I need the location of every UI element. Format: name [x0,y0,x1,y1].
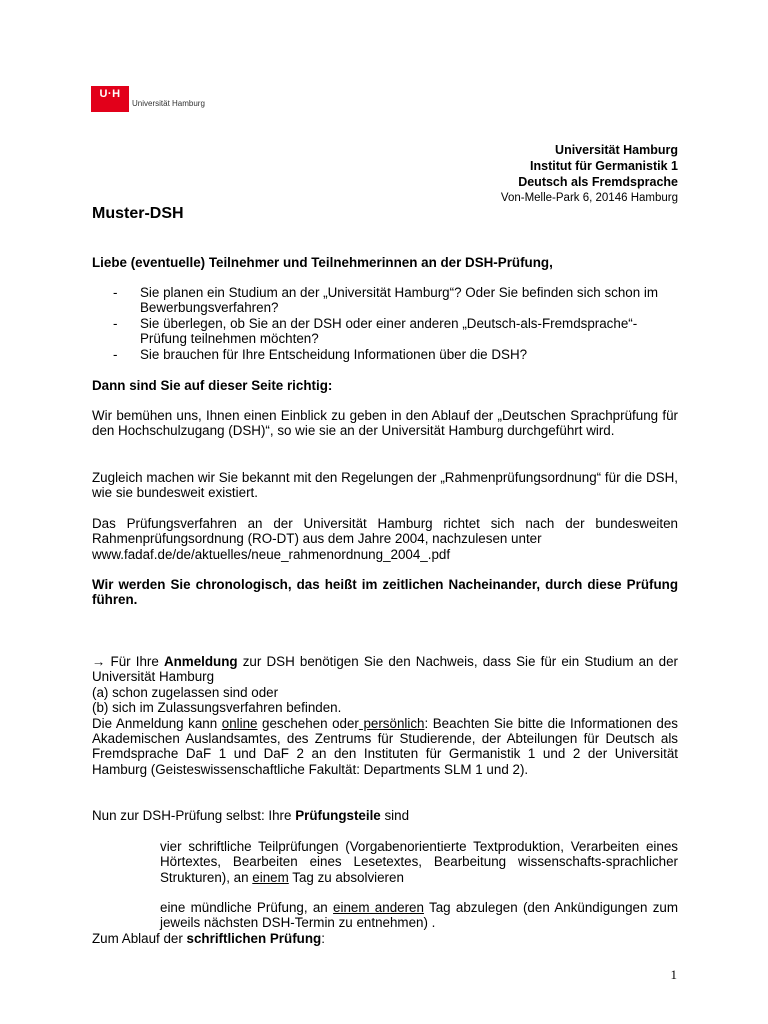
greeting: Liebe (eventuelle) Teilnehmer und Teilnehmerinnen an der DSH-Prüfung, [92,255,553,270]
subheading: Dann sind Sie auf dieser Seite richtig: [92,378,333,393]
paragraph-chronologisch: Wir werden Sie chronologisch, das heißt im zeitlichen Nacheinander, durch diese Prüfung führen. [92,577,678,608]
paragraph-schriftlich [160,839,678,885]
bullet-item [113,316,678,347]
anmeldung-info-text: : Beachten Sie bitte die Informationen des Akademischen Auslandsamtes, des Zentrums für Studierende, der Abteilungen für Deutsch als Fremdsprache DaF 1 und DaF 2 an den Instituten für Germanistik 1 und 2 der Universität Hamburg (Geisteswissenschaftliche Fakultät: Departments SLM 1 und 2). [92,715,679,777]
logo-mark-text: U·H [99,88,121,100]
header-line-1: Universität Hamburg [555,143,678,157]
paragraph-ablauf [92,931,678,946]
bullet-dash: - [113,347,118,362]
persoenlich-link[interactable]: persönlich [358,715,425,731]
paragraph-rahmen: Zugleich machen wir Sie bekannt mit den Regelungen der „Rahmenprüfungsordnung“ für die DSH, wie sie bundesweit existiert. [92,470,678,501]
muendlich-underline: einem anderen [333,900,424,915]
bullet-text: Sie brauchen für Ihre Entscheidung Informationen über die DSH? [140,347,528,362]
online-link[interactable]: online [221,715,258,731]
schriftlich-text-post: Tag zu absolvieren [288,869,404,885]
anmeldung-info-text: geschehen oder [257,715,359,731]
muendlich-text-post: Tag abzulegen (den Ankündigungen zum jeweils nächsten DSH-Termin zu entnehmen) . [160,900,678,931]
anmeldung-bold: Anmeldung [163,654,238,669]
schriftlich-text-pre: vier schriftliche Teilprüfungen (Vorgabenorientierte Textproduktion, Verarbeiten eines Hörtextes, Bearbeiten eines Lesetextes, Bearbeitung wissenschafts-sprachlicher Strukturen), an [160,839,678,885]
anmeldung-text-pre: Für Ihre [105,654,164,669]
anmeldung-text-post: zur DSH benötigen Sie den Nachweis, dass Sie für ein Studium an der Universität Hamburg [92,654,678,685]
teile-text-post: sind [380,808,410,823]
anmeldung-option-a: (a) schon zugelassen sind oder [92,684,279,700]
ablauf-bold: schriftlichen Prüfung [186,931,322,946]
header-line-2: Institut für Germanistik 1 [530,159,678,173]
teile-text-pre: Nun zur DSH-Prüfung selbst: Ihre [92,808,296,823]
bullet-dash: - [113,285,118,300]
anmeldung-info-text: Die Anmeldung kann [92,715,222,731]
paragraph-pruefungsteile [92,808,678,823]
anmeldung-option-b: (b) sich im Zulassungsverfahren befinden. [92,700,342,716]
paragraph-intro: Wir bemühen uns, Ihnen einen Einblick zu geben in den Ablauf der „Deutschen Sprachprüfung für den Hochschulzugang (DSH)“, so wie sie an der Universität Hamburg durchgeführt wird. [92,408,678,439]
header-line-3: Deutsch als Fremdsprache [518,175,678,189]
page-number: 1 [670,967,677,982]
header-address: Von-Melle-Park 6, 20146 Hamburg [500,192,678,204]
ablauf-text-pre: Zum Ablauf der [92,931,187,946]
arrow-icon: → [92,654,106,669]
ablauf-text-post: : [321,931,325,946]
bullet-item [113,285,678,316]
bullet-text: Sie überlegen, ob Sie an der DSH oder einer anderen „Deutsch-als-Fremdsprache“-Prüfung teilnehmen möchten? [140,316,638,347]
logo-name: Universität Hamburg [132,99,205,108]
teile-bold: Prüfungsteile [295,808,381,823]
ordnung-url: www.fadaf.de/de/aktuelles/neue_rahmenordnung_2004_.pdf [92,546,451,562]
paragraph-muendlich [160,900,678,931]
university-logo [91,86,231,114]
paragraph-anmeldung [92,654,678,777]
bullet-dash: - [113,316,118,331]
document-title: Muster-DSH [92,205,184,222]
paragraph-verfahren [92,516,678,562]
paragraph-verfahren-text: Das Prüfungsverfahren an der Universität Hamburg richtet sich nach der bundesweiten Rahmenprüfungsordnung (RO-DT) aus dem Jahre 2004, nachzulesen unter [92,516,678,547]
bullet-item [113,347,678,362]
schriftlich-underline: einem [252,869,289,885]
bullet-text: Sie planen ein Studium an der „Universität Hamburg“? Oder Sie befinden sich schon im Bewerbungsverfahren? [140,285,659,316]
muendlich-text-pre: eine mündliche Prüfung, an [160,900,334,915]
